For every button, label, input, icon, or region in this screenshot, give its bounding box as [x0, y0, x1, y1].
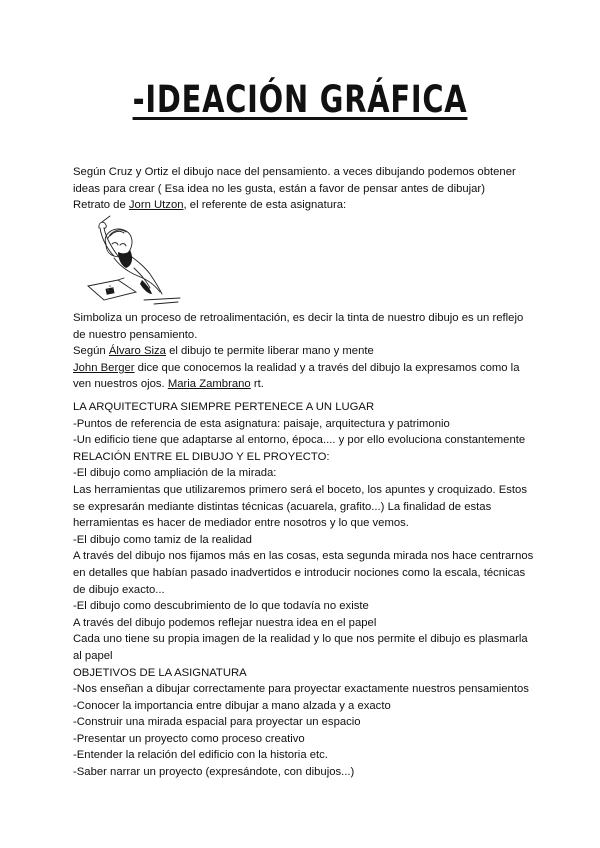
body-line: -Conocer la importancia entre dibujar a mano alzada y a exacto: [73, 699, 391, 712]
body-line: en detalles que habían pasado inadvertidos e introducir nociones como la escala, técnicas: [73, 566, 526, 579]
body-line: -El dibujo como descubrimiento de lo que todavía no existe: [73, 600, 369, 613]
body-line: se expresarán mediante distintas técnicas (acuarela, grafito...) La finalidad de estas: [73, 500, 492, 513]
body-line: Cada uno tiene su propia imagen de la realidad y lo que nos permite el dibujo es plasmarla: [73, 633, 528, 646]
body-line: A través del dibujo nos fijamos más en las cosas, esta segunda mirada nos hace centrarnos: [73, 550, 534, 563]
body-line: herramientas es hacer de mediador entre nosotros y lo que vemos.: [73, 517, 409, 530]
intro-line-1: Según Cruz y Ortiz el dibujo nace del pensamiento. a veces dibujando podemos obtener: [73, 166, 516, 178]
middle-line-3-pre: Según: [73, 345, 109, 358]
intro-line-3-post: , el referente de esta asignatura:: [183, 199, 347, 212]
body-line: al papel: [73, 649, 113, 662]
middle-line-5-post: rt.: [250, 378, 264, 391]
document-title: [66, 78, 534, 121]
body-line: -Nos enseñan a dibujar correctamente para proyectar exactamente nuestros pensamientos: [73, 683, 529, 696]
john-berger-link[interactable]: John Berger: [73, 361, 135, 374]
intro-line-3-pre: Retrato de: [73, 199, 129, 212]
body-line: LA ARQUITECTURA SIEMPRE PERTENECE A UN LUGAR: [73, 401, 375, 413]
utzon-portrait-sketch: [84, 214, 184, 310]
body-line: -Puntos de referencia de esta asignatura: paisaje, arquitectura y patrimonio: [73, 417, 450, 430]
middle-line-3-post: el dibujo te permite liberar mano y mente: [165, 345, 374, 358]
middle-line-3: [73, 343, 543, 360]
feedback-paragraph: [73, 310, 543, 393]
middle-line-4: [73, 360, 543, 377]
middle-line-5: [73, 376, 543, 393]
body-line: -El dibujo como tamiz de la realidad: [73, 533, 252, 546]
body-line: -El dibujo como ampliación de la mirada:: [73, 467, 277, 480]
intro-paragraph: [73, 164, 543, 214]
body-line: Las herramientas que utilizaremos primero será el boceto, los apuntes y croquizado. Estos: [73, 483, 527, 496]
maria-zambrano-link[interactable]: Maria Zambrano: [167, 378, 251, 391]
body-line: de dibujo exacto...: [73, 583, 165, 596]
middle-line-5-pre: ven nuestros ojos.: [73, 378, 168, 391]
body-line: -Saber narrar un proyecto (expresándote, con dibujos...): [73, 766, 355, 779]
body-line: -Construir una mirada espacial para proyectar un espacio: [73, 716, 361, 729]
middle-line-2: de nuestro pensamiento.: [73, 328, 198, 341]
body-line: -Entender la relación del edificio con la historia etc.: [73, 749, 328, 762]
body-line: -Presentar un proyecto como proceso creativo: [73, 732, 305, 745]
jorn-utzon-link[interactable]: Jorn Utzon: [128, 199, 184, 212]
body-line: A través del dibujo podemos reflejar nuestra idea en el papel: [73, 616, 377, 629]
alvaro-siza-link[interactable]: Álvaro Siza: [108, 345, 166, 358]
intro-line-3: [73, 197, 543, 214]
body-section: [73, 399, 543, 781]
body-line: RELACIÓN ENTRE EL DIBUJO Y EL PROYECTO:: [73, 450, 330, 463]
middle-line-4-post: dice que conocemos la realidad y a través del dibujo la expresamos como la: [134, 361, 520, 374]
body-line: -Un edificio tiene que adaptarse al entorno, época.... y por ello evoluciona constantemente: [73, 434, 526, 447]
document-title-text: -IDEACIÓN GRÁFICA: [132, 78, 468, 121]
middle-line-1: Simboliza un proceso de retroalimentación, es decir la tinta de nuestro dibujo es un reflejo: [73, 312, 524, 324]
intro-line-2: ideas para crear ( Esa idea no les gusta, están a favor de pensar antes de dibujar): [73, 182, 485, 195]
body-line: OBJETIVOS DE LA ASIGNATURA: [73, 666, 247, 679]
